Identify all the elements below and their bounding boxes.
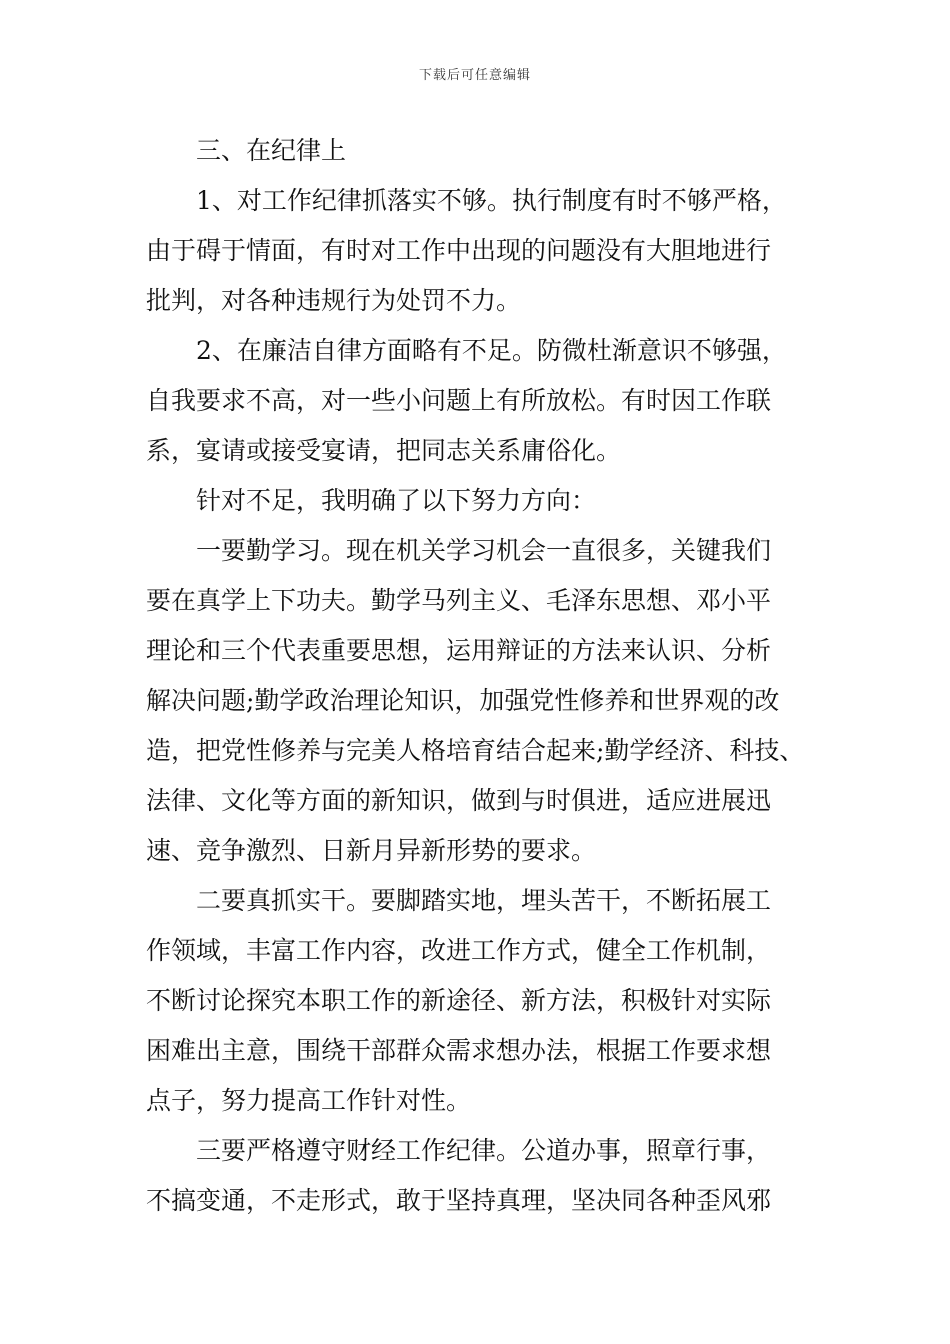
paragraph-line: 系，宴请或接受宴请，把同志关系庸俗化。 — [146, 436, 622, 465]
paragraph-line: 要在真学上下功夫。勤学马列主义、毛泽东思想、邓小平 — [146, 586, 772, 615]
paragraph-line: 困难出主意，围绕干部群众需求想办法，根据工作要求想 — [146, 1036, 772, 1065]
page-header: 下载后可任意编辑 — [418, 68, 531, 83]
paragraph-line: 解决问题;勤学政治理论知识，加强党性修养和世界观的改 — [146, 686, 780, 715]
paragraph-line: 1、对工作纪律抓落实不够。执行制度有时不够严格， — [196, 186, 787, 215]
section-heading: 三、在纪律上 — [196, 136, 347, 165]
paragraph-line: 针对不足，我明确了以下努力方向： — [196, 486, 597, 515]
paragraph-line: 自我要求不高，对一些小问题上有所放松。有时因工作联 — [146, 386, 772, 415]
paragraph-line: 一要勤学习。现在机关学习机会一直很多，关键我们 — [196, 536, 772, 565]
paragraph-line: 速、竞争激烈、日新月异新形势的要求。 — [146, 836, 597, 865]
document-body — [146, 126, 826, 1226]
paragraph-line: 作领域，丰富工作内容，改进工作方式，健全工作机制， — [146, 936, 772, 965]
paragraph-line: 三要严格遵守财经工作纪律。公道办事，照章行事， — [196, 1136, 772, 1165]
paragraph-line: 不断讨论探究本职工作的新途径、新方法，积极针对实际 — [146, 986, 772, 1015]
paragraph-line: 由于碍于情面，有时对工作中出现的问题没有大胆地进行 — [146, 236, 772, 265]
paragraph-line: 点子，努力提高工作针对性。 — [146, 1086, 472, 1115]
paragraph-line: 造，把党性修养与完美人格培育结合起来;勤学经济、科技、 — [146, 736, 805, 765]
paragraph-line: 理论和三个代表重要思想，运用辩证的方法来认识、分析 — [146, 636, 772, 665]
paragraph-line: 批判，对各种违规行为处罚不力。 — [146, 286, 522, 315]
paragraph-line: 法律、文化等方面的新知识，做到与时俱进，适应进展迅 — [146, 786, 772, 815]
paragraph-line: 2、在廉洁自律方面略有不足。防微杜渐意识不够强， — [196, 336, 787, 365]
paragraph-line: 二要真抓实干。要脚踏实地，埋头苦干，不断拓展工 — [196, 886, 772, 915]
paragraph-line: 不搞变通，不走形式，敢于坚持真理，坚决同各种歪风邪 — [146, 1186, 772, 1215]
